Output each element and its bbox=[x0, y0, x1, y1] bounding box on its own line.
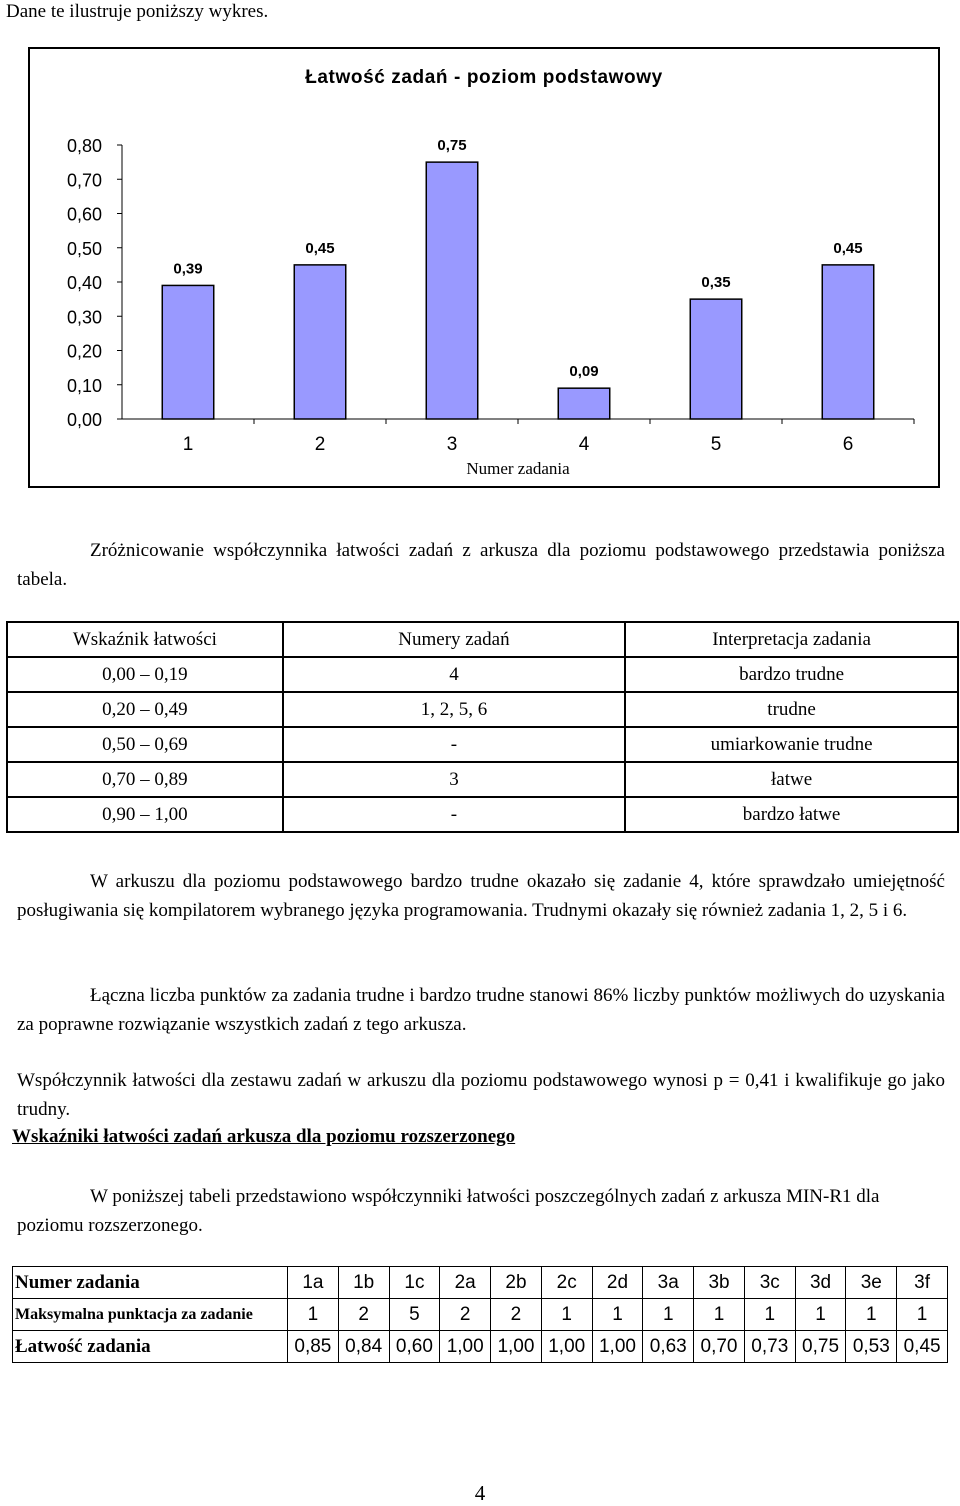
task-number-row bbox=[13, 1267, 948, 1299]
table-cell: 0,60 bbox=[389, 1331, 440, 1363]
table-cell: 0,73 bbox=[744, 1331, 795, 1363]
table-header-cell: Interpretacja zadania bbox=[625, 622, 958, 657]
bar-value-label: 0,45 bbox=[305, 239, 335, 257]
table-cell: 2 bbox=[440, 1299, 491, 1331]
table-cell: łatwe bbox=[625, 762, 958, 797]
table-cell: 3a bbox=[643, 1267, 694, 1299]
chart-svg bbox=[30, 49, 938, 486]
paragraph-table-intro: Zróżnicowanie współczynnika łatwości zadań z arkusza dla poziomu podstawowego przedstawia poniższa tabela. bbox=[17, 540, 945, 590]
max-points-row bbox=[13, 1299, 948, 1331]
table-cell: 0,50 – 0,69 bbox=[7, 727, 283, 762]
table-cell: 0,75 bbox=[795, 1331, 846, 1363]
table-cell: 3e bbox=[846, 1267, 897, 1299]
table-cell: 2 bbox=[491, 1299, 542, 1331]
x-tick-label: 6 bbox=[842, 434, 854, 455]
table-cell: 1b bbox=[338, 1267, 389, 1299]
table-cell: bardzo łatwe bbox=[625, 797, 958, 832]
chart-title: Łatwość zadań - poziom podstawowy bbox=[305, 67, 663, 88]
table-cell: bardzo trudne bbox=[625, 657, 958, 692]
x-tick-label: 3 bbox=[446, 434, 458, 455]
x-tick-label: 2 bbox=[314, 434, 326, 455]
table-cell: 1, 2, 5, 6 bbox=[283, 692, 625, 727]
bar bbox=[426, 162, 477, 419]
y-tick-label: 0,50 bbox=[66, 238, 102, 259]
table-cell: 0,70 bbox=[694, 1331, 745, 1363]
bar bbox=[822, 265, 873, 419]
y-tick-label: 0,40 bbox=[66, 273, 102, 293]
table-cell: 1 bbox=[795, 1299, 846, 1331]
table-cell: 1 bbox=[744, 1299, 795, 1331]
table-row bbox=[7, 762, 958, 797]
table-cell: 5 bbox=[389, 1299, 440, 1331]
bar-chart bbox=[28, 47, 940, 488]
table-cell: 3 bbox=[283, 762, 625, 797]
table-cell: 0,85 bbox=[288, 1331, 339, 1363]
table-cell: - bbox=[283, 727, 625, 762]
table-cell: 0,53 bbox=[846, 1331, 897, 1363]
y-tick-label: 0,80 bbox=[66, 136, 102, 156]
x-tick-label: 1 bbox=[182, 434, 194, 455]
section-heading: Wskaźniki łatwości zadań arkusza dla poziomu rozszerzonego bbox=[12, 1126, 516, 1147]
y-tick-label: 0,60 bbox=[66, 204, 102, 225]
table-cell: 0,00 – 0,19 bbox=[7, 657, 283, 692]
table-cell: 1,00 bbox=[440, 1331, 491, 1363]
table-cell: 0,45 bbox=[897, 1331, 948, 1363]
table-cell: 0,84 bbox=[338, 1331, 389, 1363]
page-number: 4 bbox=[474, 1481, 486, 1505]
y-tick-label: 0,10 bbox=[66, 375, 102, 396]
bar bbox=[162, 285, 213, 419]
paragraph-extended: W poniższej tabeli przedstawiono współczynniki łatwości poszczególnych zadań z arkusza MIN-R1 dla poziomu rozszerzonego. bbox=[17, 1186, 880, 1236]
table-cell: 1c bbox=[389, 1267, 440, 1299]
difficulty-table bbox=[6, 621, 959, 833]
bar bbox=[558, 388, 609, 419]
paragraph-summary: W arkuszu dla poziomu podstawowego bardzo trudne okazało się zadanie 4, które sprawdzało umiejętność posługiwania się kompilatorem wybranego języka programowania. Trudnymi okazały się również zadania 1, 2, 5 i 6. bbox=[17, 871, 945, 921]
table-cell: 1a bbox=[288, 1267, 339, 1299]
table-header-row bbox=[7, 622, 958, 657]
y-tick-label: 0,30 bbox=[66, 307, 102, 328]
table-cell: 3f bbox=[897, 1267, 948, 1299]
table-cell: 1 bbox=[643, 1299, 694, 1331]
table-cell: 3c bbox=[744, 1267, 795, 1299]
table-cell: 1,00 bbox=[491, 1331, 542, 1363]
paragraph-coefficient: Współczynnik łatwości dla zestawu zadań w arkuszu dla poziomu podstawowego wynosi p = 0,41 i kwalifikuje go jako trudny. bbox=[17, 1070, 945, 1120]
ease-row bbox=[13, 1331, 948, 1363]
table-row bbox=[7, 727, 958, 762]
table-cell: 3b bbox=[694, 1267, 745, 1299]
table-cell: 2b bbox=[491, 1267, 542, 1299]
bar-value-label: 0,75 bbox=[437, 137, 467, 155]
table-header-cell: Wskaźnik łatwości bbox=[7, 622, 283, 657]
row-label: Numer zadania bbox=[13, 1267, 288, 1299]
table-row bbox=[7, 692, 958, 727]
table-cell: 1 bbox=[897, 1299, 948, 1331]
row-label: Maksymalna punktacja za zadanie bbox=[13, 1299, 288, 1331]
extended-table bbox=[12, 1266, 948, 1363]
table-cell: 0,70 – 0,89 bbox=[7, 762, 283, 797]
table-cell: 1 bbox=[694, 1299, 745, 1331]
bar bbox=[294, 265, 345, 419]
table-cell: 2a bbox=[440, 1267, 491, 1299]
table-cell: 0,90 – 1,00 bbox=[7, 797, 283, 832]
table-cell: 1,00 bbox=[592, 1331, 643, 1363]
table-cell: 2c bbox=[541, 1267, 592, 1299]
table-cell: 0,20 – 0,49 bbox=[7, 692, 283, 727]
table-cell: 3d bbox=[795, 1267, 846, 1299]
table-header-cell: Numery zadań bbox=[283, 622, 625, 657]
table-cell: 2d bbox=[592, 1267, 643, 1299]
paragraph-points: Łączna liczba punktów za zadania trudne i bardzo trudne stanowi 86% liczby punktów możliwych do uzyskania za poprawne rozwiązanie wszystkich zadań z tego arkusza. bbox=[17, 985, 945, 1035]
table-cell: - bbox=[283, 797, 625, 832]
bar-value-label: 0,39 bbox=[173, 260, 203, 278]
table-row bbox=[7, 797, 958, 832]
bar-value-label: 0,45 bbox=[833, 239, 863, 257]
bar-value-label: 0,35 bbox=[701, 274, 731, 292]
y-tick-label: 0,20 bbox=[66, 341, 102, 362]
table-cell: 0,63 bbox=[643, 1331, 694, 1363]
y-tick-label: 0,70 bbox=[66, 170, 102, 191]
table-cell: 4 bbox=[283, 657, 625, 692]
table-cell: trudne bbox=[625, 692, 958, 727]
row-label: Łatwość zadania bbox=[13, 1331, 288, 1363]
bar bbox=[690, 299, 741, 419]
table-cell: 1 bbox=[541, 1299, 592, 1331]
bar-value-label: 0,09 bbox=[569, 363, 599, 381]
intro-text: Dane te ilustruje poniższy wykres. bbox=[6, 1, 269, 22]
table-cell: 2 bbox=[338, 1299, 389, 1331]
x-axis-label: Numer zadania bbox=[466, 459, 570, 478]
table-row bbox=[7, 657, 958, 692]
x-tick-label: 5 bbox=[710, 434, 722, 455]
table-cell: 1,00 bbox=[541, 1331, 592, 1363]
table-cell: umiarkowanie trudne bbox=[625, 727, 958, 762]
table-cell: 1 bbox=[846, 1299, 897, 1331]
y-tick-label: 0,00 bbox=[66, 410, 102, 430]
x-tick-label: 4 bbox=[578, 434, 590, 455]
table-cell: 1 bbox=[592, 1299, 643, 1331]
table-cell: 1 bbox=[288, 1299, 339, 1331]
